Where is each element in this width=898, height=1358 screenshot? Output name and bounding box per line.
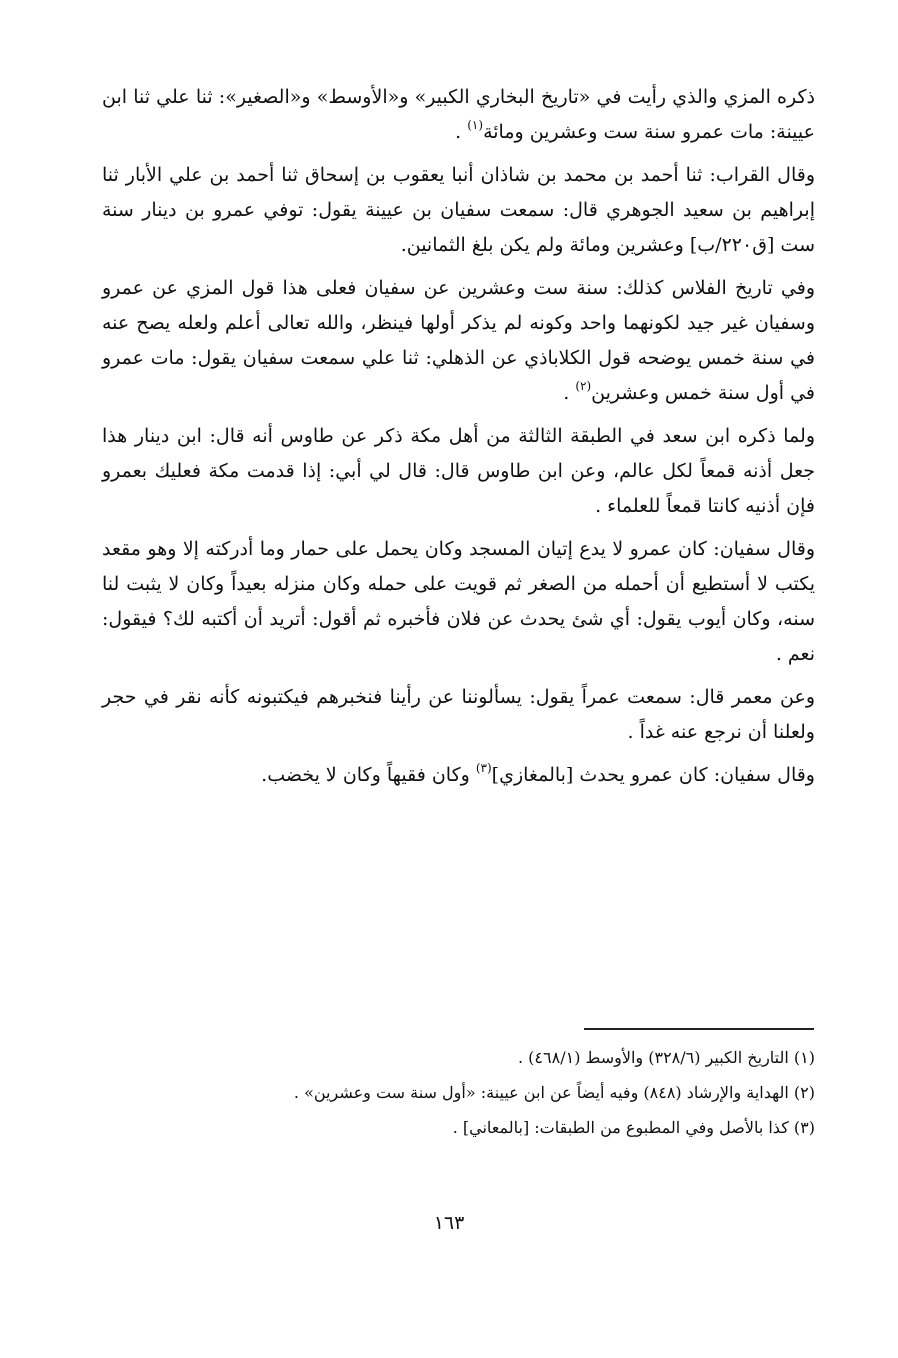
paragraph-tail: وكان فقيهاً وكان لا يخضب. bbox=[261, 764, 476, 786]
footnote-3: (٣) كذا بالأصل وفي المطبوع من الطبقات: [بالمعاني] . bbox=[452, 1118, 815, 1137]
paragraph-6 bbox=[102, 680, 815, 750]
paragraph-text: وعن معمر قال: سمعت عمراً يقول: يسألوننا عن رأينا فنخبرهم فيكتبونه كأنه نقر في حجر ولعلنا أن نرجع عنه غداً . bbox=[102, 686, 815, 743]
paragraph-text: ولما ذكره ابن سعد في الطبقة الثالثة من أهل مكة ذكر عن طاوس أنه قال: ابن دينار هذا جعل أذنه قمعاً لكل عالم، وعن ابن طاوس قال: قال لي أبي: إذا قدمت مكة فعليك بعمرو فإن أذنيه كانتا قمعاً للعلماء . bbox=[102, 425, 815, 517]
paragraph-7 bbox=[102, 758, 815, 793]
footnote-1: (١) التاريخ الكبير (٣٢٨/٦) والأوسط (٤٦٨/١) . bbox=[518, 1048, 815, 1067]
footnote-divider bbox=[584, 1028, 814, 1030]
paragraph-text: وقال سفيان: كان عمرو لا يدع إتيان المسجد وكان يحمل على حمار وما أدركته إلا وهو مقعد يكتب لا أستطيع أن أحمله من الصغر ثم قويت على حمله وكان منزله بعيداً وكان لا يثبت لنا سنه، وكان أيوب يقول: أي شئ يحدث عن فلان فأخبره ثم أقول: أتريد أن أكتبه لك؟ فيقول: نعم . bbox=[102, 538, 815, 665]
paragraph-3 bbox=[102, 271, 815, 411]
paragraph-5 bbox=[102, 532, 815, 672]
main-text bbox=[102, 80, 815, 801]
paragraph-tail: . bbox=[455, 121, 468, 143]
paragraph-2 bbox=[102, 158, 815, 263]
paragraph-4 bbox=[102, 419, 815, 524]
footnote-marker: (١) bbox=[467, 117, 484, 132]
paragraph-text: وفي تاريخ الفلاس كذلك: سنة ست وعشرين عن سفيان فعلى هذا قول المزي عن عمرو وسفيان غير جيد لكونهما واحد وكونه لم يذكر أولها فينظر، والله تعالى أعلم ولعله يصح عنه في سنة خمس يوضحه قول الكلاباذي عن الذهلي: ثنا علي سمعت سفيان يقول: مات عمرو في أول سنة خمس وعشرين bbox=[102, 277, 815, 404]
footnote-marker: (٣) bbox=[475, 760, 492, 775]
paragraph-text: وقال سفيان: كان عمرو يحدث [بالمغازي] bbox=[491, 764, 815, 786]
footnote-marker: (٢) bbox=[575, 378, 592, 393]
paragraph-text: ذكره المزي والذي رأيت في «تاريخ البخاري الكبير» و«الأوسط» و«الصغير»: ثنا علي ثنا ابن عيينة: مات عمرو سنة ست وعشرين ومائة bbox=[102, 86, 815, 143]
page-number: ١٦٣ bbox=[433, 1212, 465, 1234]
paragraph-text: وقال القراب: ثنا أحمد بن محمد بن شاذان أنبا يعقوب بن إسحاق ثنا أحمد بن علي الأبار ثنا إبراهيم بن سعيد الجوهري قال: سمعت سفيان بن عيينة يقول: توفي عمرو بن دينار سنة ست [ق٢٢٠/ب] وعشرين ومائة ولم يكن بلغ الثمانين. bbox=[102, 164, 815, 256]
paragraph-tail: . bbox=[563, 382, 576, 404]
paragraph-1 bbox=[102, 80, 815, 150]
footnotes bbox=[102, 1040, 815, 1145]
footnote-2: (٢) الهداية والإرشاد (٨٤٨) وفيه أيضاً عن ابن عيينة: «أول سنة ست وعشرين» . bbox=[293, 1083, 815, 1102]
